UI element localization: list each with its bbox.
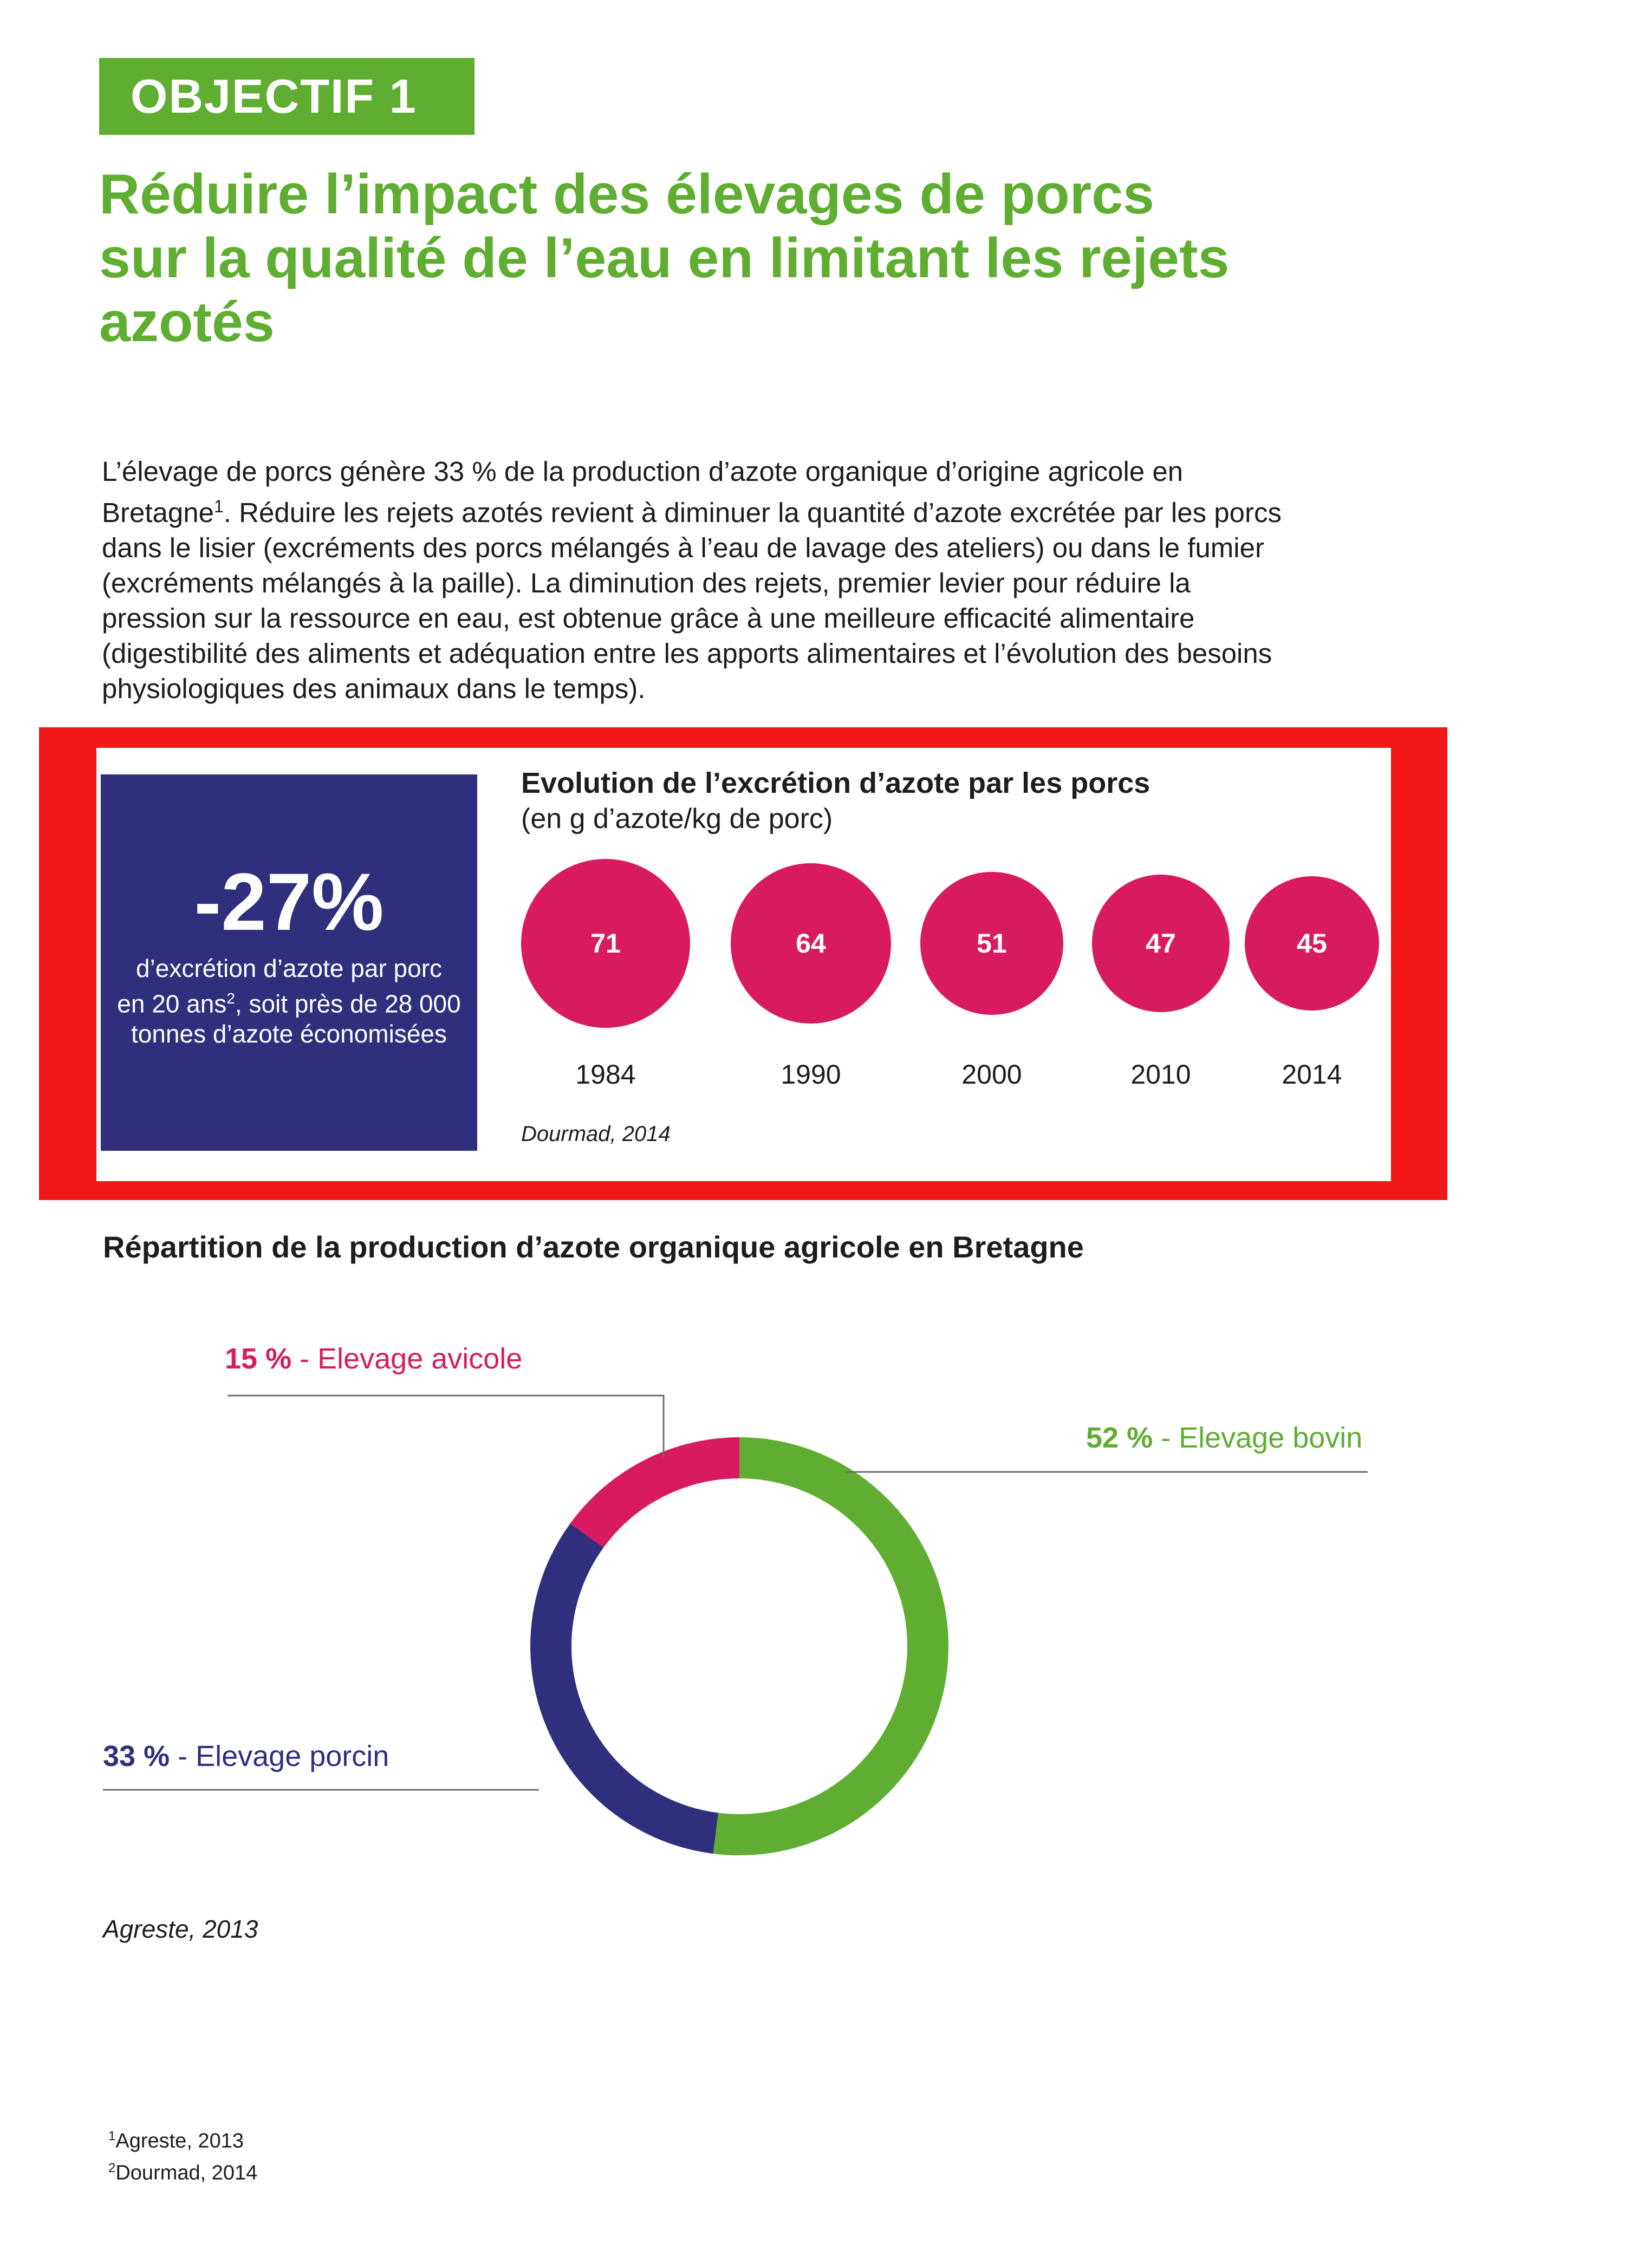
page-title — [99, 162, 1453, 354]
footnote-ref-2: 2 — [226, 990, 235, 1007]
stat-caption-line-2b: , soit près de 28 000 — [235, 989, 461, 1018]
evolution-chart-title: Evolution de l’excrétion d’azote par les porcs — [521, 767, 1150, 799]
donut-label-bovin-pct: 52 % — [1086, 1422, 1153, 1454]
donut-label-avicole-name: - Elevage avicole — [300, 1342, 523, 1375]
donut-label-bovin — [1086, 1421, 1362, 1455]
evolution-chart-subtitle: (en g d’azote/kg de porc) — [521, 803, 833, 835]
donut-label-bovin-name: - Elevage bovin — [1161, 1422, 1363, 1454]
stat-caption-line-2a: en 20 ans — [117, 989, 227, 1018]
footnote-2: $^2$Dourmad, 2014 — [108, 2160, 258, 2185]
stat-box — [101, 774, 477, 1151]
bubble-1984: 71 — [521, 859, 690, 1028]
leader-line-avicole — [227, 1396, 664, 1457]
year-label-1990: 1990 — [781, 1059, 841, 1090]
year-label-1984: 1984 — [575, 1059, 636, 1090]
intro-paragraph — [102, 454, 1294, 706]
nitrogen-donut-chart — [0, 1300, 1625, 1950]
donut-chart-title: Répartition de la production d’azote organique agricole en Bretagne — [103, 1230, 1084, 1264]
title-line-3: azotés — [99, 291, 275, 354]
donut-chart-source: Agreste, 2013 — [103, 1915, 258, 1943]
title-line-2: sur la qualité de l’eau en limitant les rejets — [99, 227, 1230, 290]
donut-label-avicole — [225, 1342, 522, 1376]
year-label-2014: 2014 — [1282, 1059, 1342, 1090]
donut-label-porcin-pct: 33 % — [103, 1740, 170, 1772]
stat-caption-line-3: tonnes d’azote économisées — [131, 1020, 447, 1048]
intro-text-end: . Réduire les rejets azotés revient à diminuer la quantité d’azote excrétée par les porcs dans le lisier (excréments des porcs mélangés à l’eau de lavage des ateliers) ou dans le fumier (excréments mélangés à la paille). La diminution des rejets, premier levier pour réduire la pression sur la ressource en eau, est obtenue grâce à une meilleure efficacité alimentaire (digestibilité des aliments et adéquation entre les apports alimentaires et l’évolution des besoins physiologiques des animaux dans le temps). — [102, 497, 1282, 704]
footnotes — [108, 2123, 257, 2186]
intro-text-start: L’élevage de porcs génère 33 % de la production d’azote organique d’origine agricole en Bretagne — [102, 456, 1184, 528]
stat-caption-line-1: d’excrétion d’azote par porc — [135, 954, 443, 982]
footnote-1: $^1$Agreste, 2013 — [108, 2129, 244, 2153]
bubble-2014: 45 — [1245, 876, 1379, 1011]
donut-label-porcin-name: - Elevage porcin — [178, 1740, 389, 1772]
stat-caption — [112, 953, 466, 1049]
objective-tag: OBJECTIF 1 — [99, 58, 474, 135]
year-label-2000: 2000 — [961, 1059, 1022, 1090]
donut-label-porcin — [103, 1739, 389, 1773]
bubble-2000: 51 — [920, 872, 1063, 1015]
donut-label-avicole-pct: 15 % — [225, 1342, 292, 1375]
title-line-1: Réduire l’impact des élevages de porcs — [99, 163, 1154, 226]
footnote-ref-1: 1 — [214, 497, 224, 516]
evolution-chart-source: Dourmad, 2014 — [521, 1122, 671, 1146]
bubble-1990: 64 — [731, 863, 891, 1024]
stat-value: -27% — [194, 856, 384, 947]
bubble-2010: 47 — [1092, 875, 1230, 1012]
year-label-2010: 2010 — [1130, 1059, 1191, 1090]
